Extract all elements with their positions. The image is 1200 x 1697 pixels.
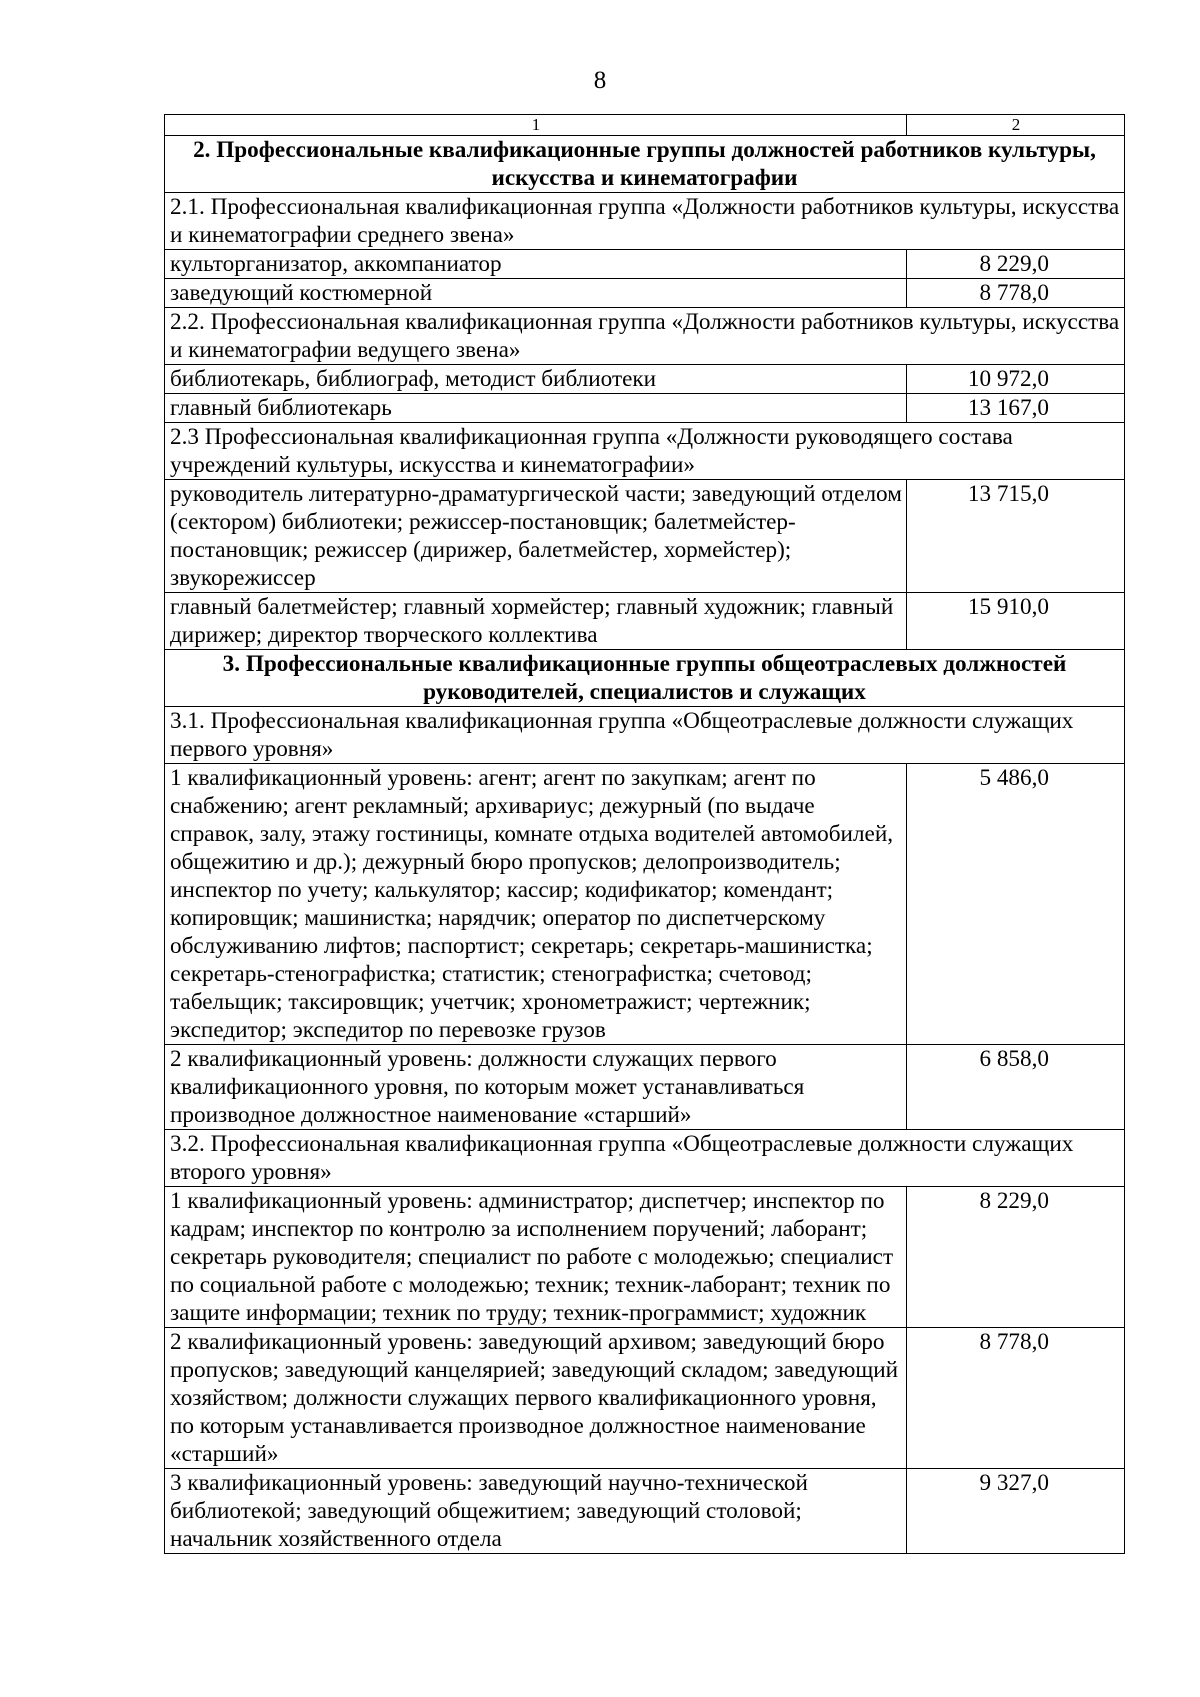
salary-value-cell: 8 229,0 — [907, 250, 1125, 279]
table-row — [165, 1187, 1125, 1328]
table-row — [165, 279, 1125, 308]
position-cell: 1 квалификационный уровень: агент; агент по закупкам; агент по снабжению; агент рекламный; архивариус; дежурный (по выдаче справок, залу, этажу гостиницы, комнате отдыха водителей автомобилей, общежитию и др.); дежурный бюро пропусков; делопроизводитель; инспектор по учету; калькулятор; кассир; кодификатор; комендант; копировщик; машинистка; нарядчик; оператор по диспетчерскому обслуживанию лифтов; паспортист; секретарь; секретарь-машинистка; секретарь-стенографистка; статистик; стенографистка; счетовод; табельщик; таксировщик; учетчик; хронометражист; чертежник; экспедитор; экспедитор по перевозке грузов — [165, 764, 907, 1045]
salary-value-cell: 8 229,0 — [907, 1187, 1125, 1328]
table-row — [165, 480, 1125, 593]
salary-value-cell: 5 486,0 — [907, 764, 1125, 1045]
table-row — [165, 394, 1125, 423]
group-row — [165, 1130, 1125, 1187]
position-cell: руководитель литературно-драматургической части; заведующий отделом (сектором) библиотеки; режиссер-постановщик; балетмейстер-постановщик; режиссер (дирижер, балетмейстер, хормейстер); звукорежиссер — [165, 480, 907, 593]
position-cell: культорганизатор, аккомпаниатор — [165, 250, 907, 279]
table-row — [165, 365, 1125, 394]
position-cell: библиотекарь, библиограф, методист библиотеки — [165, 365, 907, 394]
position-cell: 2 квалификационный уровень: заведующий архивом; заведующий бюро пропусков; заведующий канцелярией; заведующий складом; заведующий хозяйством; должности служащих первого квалификационного уровня, по которым устанавливается производное должностное наименование «старший» — [165, 1328, 907, 1469]
salary-value-cell: 8 778,0 — [907, 279, 1125, 308]
group-title: 2.1. Профессиональная квалификационная группа «Должности работников культуры, искусства и кинематографии среднего звена» — [165, 193, 1125, 250]
salary-value-cell: 10 972,0 — [907, 365, 1125, 394]
position-cell: 3 квалификационный уровень: заведующий научно-технической библиотекой; заведующий общежитием; заведующий столовой; начальник хозяйственного отдела — [165, 1469, 907, 1554]
group-title: 3.2. Профессиональная квалификационная группа «Общеотраслевые должности служащих второго уровня» — [165, 1130, 1125, 1187]
table-row — [165, 593, 1125, 650]
group-row — [165, 193, 1125, 250]
table-header-row — [165, 115, 1125, 136]
group-row — [165, 707, 1125, 764]
position-cell: 1 квалификационный уровень: администратор; диспетчер; инспектор по кадрам; инспектор по контролю за исполнением поручений; лаборант; секретарь руководителя; специалист по работе с молодежью; специалист по социальной работе с молодежью; техник; техник-лаборант; техник по защите информации; техник по труду; техник-программист; художник — [165, 1187, 907, 1328]
table-body — [165, 115, 1125, 1554]
table-row — [165, 250, 1125, 279]
column-header: 1 — [165, 115, 907, 136]
table-row — [165, 1328, 1125, 1469]
table-row — [165, 764, 1125, 1045]
section-row — [165, 650, 1125, 707]
salary-value-cell: 9 327,0 — [907, 1469, 1125, 1554]
table-row — [165, 1045, 1125, 1130]
group-title: 3.1. Профессиональная квалификационная группа «Общеотраслевые должности служащих первого уровня» — [165, 707, 1125, 764]
position-cell: главный балетмейстер; главный хормейстер; главный художник; главный дирижер; директор творческого коллектива — [165, 593, 907, 650]
table-row — [165, 1469, 1125, 1554]
position-cell: заведующий костюмерной — [165, 279, 907, 308]
salary-value-cell: 6 858,0 — [907, 1045, 1125, 1130]
group-title: 2.2. Профессиональная квалификационная группа «Должности работников культуры, искусства и кинематографии ведущего звена» — [165, 308, 1125, 365]
salary-value-cell: 8 778,0 — [907, 1328, 1125, 1469]
salary-value-cell: 13 167,0 — [907, 394, 1125, 423]
salary-value-cell: 13 715,0 — [907, 480, 1125, 593]
section-title: 3. Профессиональные квалификационные группы общеотраслевых должностей руководителей, специалистов и служащих — [165, 650, 1125, 707]
group-row — [165, 423, 1125, 480]
position-cell: главный библиотекарь — [165, 394, 907, 423]
salary-table — [164, 114, 1125, 1554]
column-header: 2 — [907, 115, 1125, 136]
page-number: 8 — [593, 67, 607, 94]
group-row — [165, 308, 1125, 365]
position-cell: 2 квалификационный уровень: должности служащих первого квалификационного уровня, по которым может устанавливаться производное должностное наименование «старший» — [165, 1045, 907, 1130]
section-row — [165, 136, 1125, 193]
group-title: 2.3 Профессиональная квалификационная группа «Должности руководящего состава учреждений культуры, искусства и кинематографии» — [165, 423, 1125, 480]
salary-value-cell: 15 910,0 — [907, 593, 1125, 650]
section-title: 2. Профессиональные квалификационные группы должностей работников культуры, искусства и кинематографии — [165, 136, 1125, 193]
